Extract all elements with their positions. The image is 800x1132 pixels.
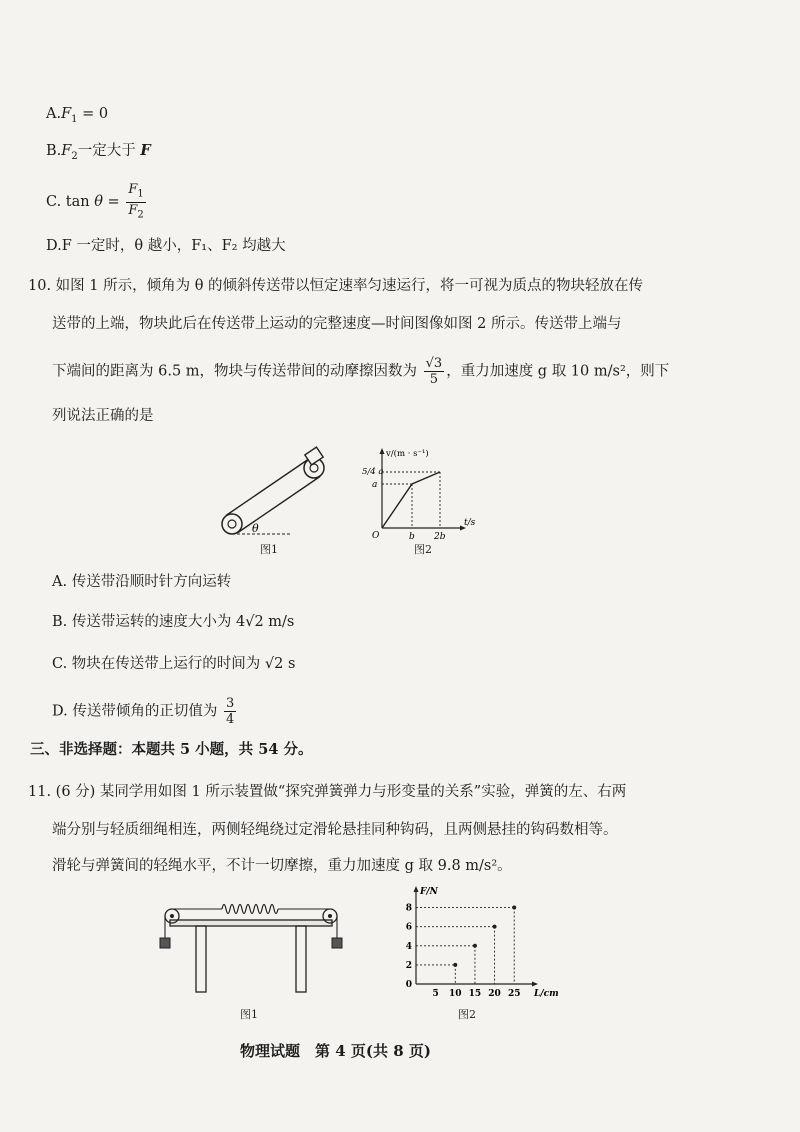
q9-option-c: C. tan θ = $\frac{F_1}{F_2}$ [46, 182, 144, 221]
x-tick-label: 5 [432, 989, 439, 999]
svg-text:5/4 a: 5/4 a [362, 467, 384, 477]
q10-line-3: 下端间的距离为 6.5 m，物块与传送带间的动摩擦因数为 $\frac{√3}{5}$ ，重力加速度 g 取 10 m/s²，则下 [52, 356, 670, 387]
q10-figure-2-caption: 图2 [414, 543, 432, 556]
x-tick-label: 10 [449, 989, 462, 999]
svg-text:t/s: t/s [464, 518, 476, 528]
q11-figure-2-fl-chart [368, 884, 559, 1004]
x-axis-label: L/cm [534, 989, 559, 999]
q10-option-a: A. 传送带沿顺时针方向运转 [52, 574, 232, 590]
table-leg-left [196, 926, 206, 992]
q11-figure-1-apparatus [150, 894, 350, 1004]
q11-line-1: 11. (6 分) 某同学用如图 1 所示装置做“探究弹簧弹力与形变量的关系”实验，弹簧的左、右两 [28, 784, 627, 800]
x-tick-label: 15 [468, 989, 482, 999]
section-3-heading: 三、非选择题：本题共 5 小题，共 54 分。 [30, 741, 313, 758]
spring [222, 905, 278, 914]
x-axis-arrow [532, 982, 538, 987]
q11-line-2: 端分别与轻质细绳相连，两侧轻绳绕过定滑轮悬挂同种钩码，且两侧悬挂的钩码数相等。 [52, 822, 618, 838]
y-tick-label: 6 [405, 922, 412, 933]
x-tick-label: 25 [507, 989, 521, 999]
svg-text:2b: 2b [434, 532, 446, 542]
fraction-f1-f2: $\frac{F_1}{F_2}$ [128, 182, 144, 221]
data-point [453, 963, 457, 967]
chart-marks [416, 906, 516, 984]
q9-option-b: $B.F_2$一定大于 F [46, 142, 151, 162]
data-point [493, 925, 497, 929]
q11-figure-2-caption: 图2 [458, 1008, 476, 1021]
x-tick-label: 20 [488, 989, 501, 999]
q9-option-a: $A.F_1 = 0$ [46, 106, 109, 125]
svg-text:O: O [372, 531, 380, 541]
q10-option-c: C. 物块在传送带上运行的时间为 √2 s [52, 656, 296, 672]
y-tick-label: 0 [405, 980, 412, 990]
fraction-3-4: $\frac{3}{4}$ [225, 696, 235, 727]
q10-figure-2-vt-graph [360, 446, 490, 546]
q10-line-1: 10. 如图 1 所示，倾角为 θ 的倾斜传送带以恒定速率匀速运行，将一可视为质点的物块轻放在传 [28, 278, 644, 294]
data-point [473, 944, 477, 948]
table-leg-right [296, 926, 306, 992]
table-top [170, 920, 332, 926]
y-tick-label: 4 [405, 941, 412, 952]
y-axis-label: F/N [420, 887, 438, 897]
y-tick-label: 8 [405, 903, 412, 914]
q9-option-d: D.F 一定时，θ 越小，F₁、F₂ 均越大 [46, 238, 286, 254]
weight-right [332, 938, 342, 948]
weight-left [160, 938, 170, 948]
fraction-mu: $\frac{√3}{5}$ [425, 356, 443, 387]
data-point [512, 906, 516, 910]
y-tick-label: 2 [405, 960, 412, 971]
block [305, 447, 323, 465]
q10-line-4: 列说法正确的是 [52, 408, 154, 424]
svg-text:a: a [372, 480, 378, 490]
q11-figure-1-caption: 图1 [240, 1008, 258, 1021]
q10-line-2: 送带的上端，物块此后在传送带上运动的完整速度—时间图像如图 2 所示。传送带上端与 [52, 316, 622, 332]
page-footer: 物理试题 第 4 页(共 8 页) [240, 1042, 431, 1060]
q11-line-3: 滑轮与弹簧间的轻绳水平，不计一切摩擦，重力加速度 g 取 9.8 m/s²。 [52, 858, 512, 874]
chart-axes [406, 886, 559, 999]
y-axis-arrow [414, 886, 419, 892]
q10-figure-1-caption: 图1 [260, 543, 278, 556]
svg-text:v/(m · s⁻¹): v/(m · s⁻¹) [386, 449, 429, 459]
q10-option-b: B. 传送带运转的速度大小为 4√2 m/s [52, 614, 295, 630]
q10-option-d: D. 传送带倾角的正切值为 $\frac{3}{4}$ [52, 696, 235, 727]
q10-figure-1-conveyor [212, 448, 342, 548]
svg-text:b: b [409, 532, 415, 542]
svg-text:θ: θ [252, 522, 259, 535]
